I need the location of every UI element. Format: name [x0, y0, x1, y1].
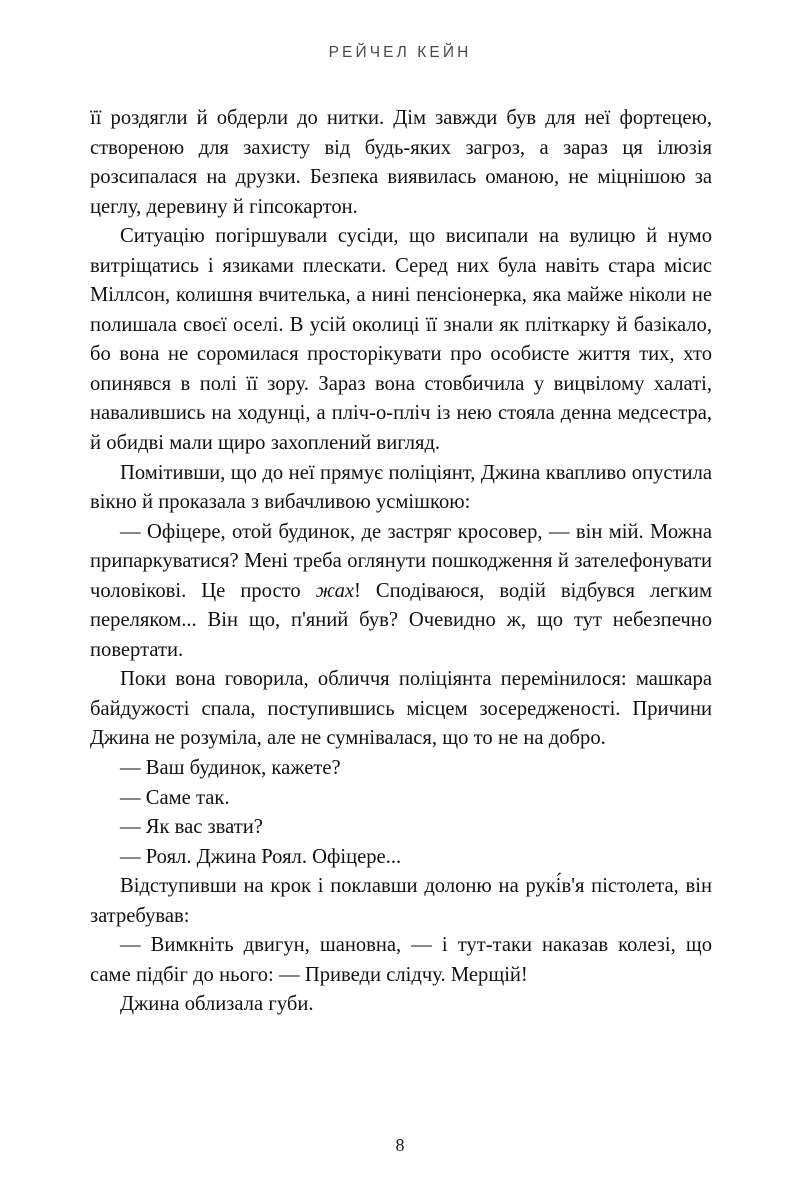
paragraph-officer-approach: Помітивши, що до неї прямує поліціянт, Джина квапливо опустила вікно й проказала з вибачливою усмішкою: — [90, 461, 712, 514]
paragraph-officer-face: Поки вона говорила, обличчя поліціянта перемінилося: машкара байдужості спала, поступившись місцем зосередженості. Причини Джина не розуміла, але не сумнівалася, що то не на добро. — [90, 668, 712, 750]
running-head-author: РЕЙЧЕЛ КЕЙН — [328, 44, 472, 61]
dialogue-line-gina-royal: — Роял. Джина Роял. Офіцере... — [120, 845, 402, 868]
body-text-column — [90, 104, 712, 1020]
paragraph-licked-lips: Джина облизала губи. — [120, 993, 314, 1016]
paragraph-gina-speech — [90, 518, 712, 666]
dialogue-line-your-name: — Як вас звати? — [120, 816, 263, 839]
dialogue-line-your-house: — Ваш будинок, кажете? — [120, 757, 341, 780]
emphasis-word: жах — [315, 579, 355, 602]
paragraph-neighbors: Ситуацію погіршували сусіди, що висипали на вулицю й нумо витріщатись і язиками плескати. Серед них була навіть стара місис Міллсон, колишня вчителька, а нині пенсіонерка, яка майже ніколи не полишала своєї оселі. В усій околиці її знали як пліткарку й базікало, бо вона не соромилася просторікувати про особисте життя тих, хто опинявся в полі її зору. Зараз вона стовбичила у вицвілому халаті, навалившись на ходунці, а пліч-о-пліч із нею стояла денна медсестра, й обидві мали щиро захоплений вигляд. — [90, 225, 712, 455]
dialogue-line-thats-right: — Саме так. — [120, 786, 230, 809]
paragraph-continuation: її роздягли й обдерли до нитки. Дім завжди був для неї фортецею, створеною для захисту від будь-яких загроз, а зараз ця ілюзія розсипалася на друзки. Безпека виявилась оманою, не міцнішою за цеглу, деревину й гіпсокартон. — [90, 107, 712, 218]
speech-text-before-emphasis: — Офіцере, отой будинок, де застряг кросовер, — він мій. Можна припаркуватися? Мені треба оглянути пошкодження й зателефонувати чоловікові. Це просто — [90, 520, 712, 602]
speech-text-after-emphasis: ! Сподіваюся, водій відбувся легким переляком... Він що, п'яний був? Очевидно ж, що тут небезпечно повертати. — [90, 579, 712, 661]
page-number: 8 — [395, 1135, 405, 1155]
paragraph-turn-off-engine: — Вимкніть двигун, шановна, — і тут-таки наказав колезі, що саме підбіг до нього: — Приведи слідчу. Мерщій! — [90, 934, 712, 986]
paragraph-stepped-back: Відступивши на крок і поклавши долоню на рукі́в'я пістолета, він затребував: — [90, 875, 712, 927]
